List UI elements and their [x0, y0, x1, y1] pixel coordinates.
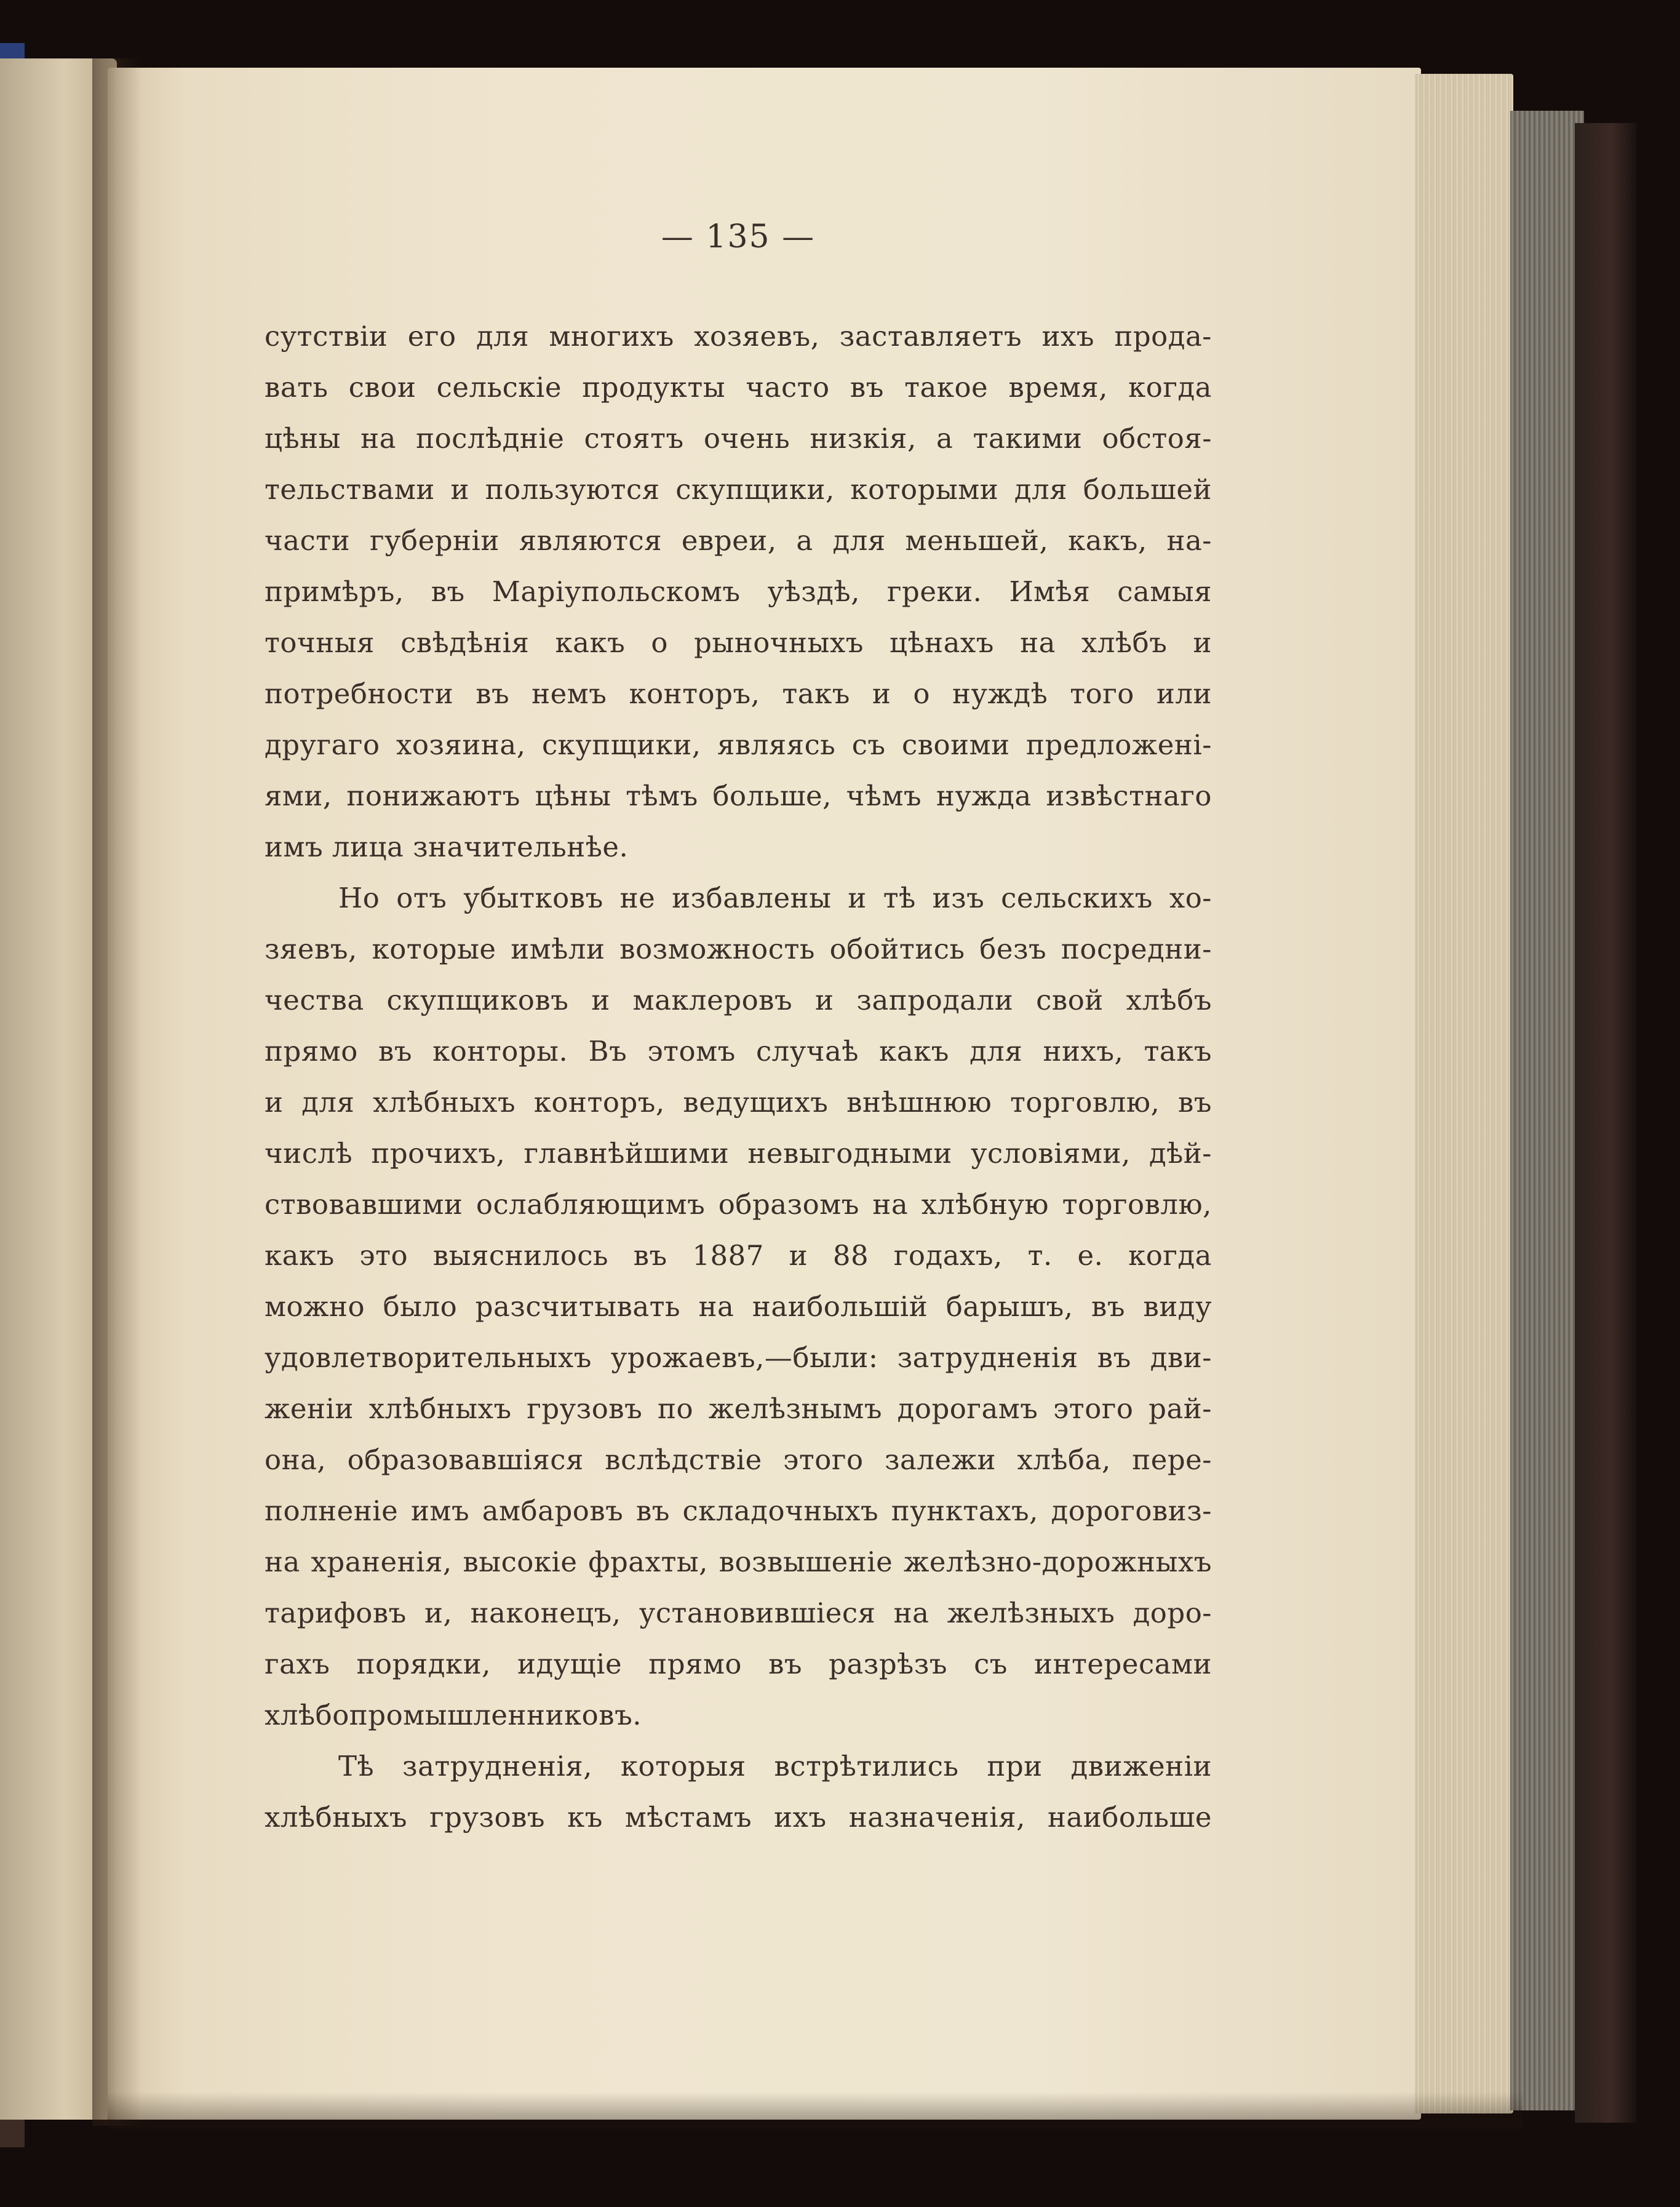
text-line: зяевъ, которые имѣли возможность обойтись безъ посредни-	[265, 933, 1212, 965]
text-line: потребности въ немъ конторъ, такъ и о нуждѣ того или	[265, 677, 1212, 710]
text-line: и для хлѣбныхъ конторъ, ведущихъ внѣшнюю торговлю, въ	[265, 1086, 1212, 1119]
text-line: полненіе имъ амбаровъ въ складочныхъ пунктахъ, дороговиз-	[265, 1495, 1212, 1527]
text-line: сутствіи его для многихъ хозяевъ, заставляетъ ихъ прода-	[265, 320, 1212, 353]
text-line: удовлетворительныхъ урожаевъ,—были: затрудненія въ дви-	[265, 1341, 1212, 1374]
page-number: — 135 —	[661, 218, 816, 255]
page-stack-edge	[1415, 74, 1513, 2113]
back-book-cover	[1575, 123, 1636, 2123]
text-line: чества скупщиковъ и маклеровъ и запродали свой хлѣбъ	[265, 984, 1212, 1016]
text-line: точныя свѣдѣнія какъ о рыночныхъ цѣнахъ на хлѣбъ и	[265, 626, 1212, 659]
text-line: можно было разсчитывать на наибольшій барышъ, въ виду	[265, 1290, 1212, 1323]
text-line: имъ лица значительнѣе.	[265, 831, 629, 863]
text-line: хлѣбныхъ грузовъ къ мѣстамъ ихъ назначенія, наибольше	[265, 1801, 1212, 1834]
text-line: хлѣбопромышленниковъ.	[265, 1699, 642, 1731]
paragraph-first-line: Но отъ убытковъ не избавлены и тѣ изъ сельскихъ хо-	[338, 882, 1212, 914]
text-line: гахъ порядки, идущіе прямо въ разрѣзъ съ интересами	[265, 1648, 1212, 1680]
page-gutter-shadow	[92, 58, 141, 2126]
text-line: другаго хозяина, скупщики, являясь съ своими предложені-	[265, 728, 1212, 761]
text-line: ями, понижаютъ цѣны тѣмъ больше, чѣмъ нужда извѣстнаго	[265, 780, 1212, 812]
text-line: ствовавшими ослабляющимъ образомъ на хлѣбную торговлю,	[265, 1188, 1212, 1221]
text-line: тельствами и пользуются скупщики, которыми для большей	[265, 473, 1212, 506]
text-line: на храненія, высокіе фрахты, возвышеніе желѣзно-дорожныхъ	[265, 1546, 1212, 1578]
text-line: прямо въ конторы. Въ этомъ случаѣ какъ для нихъ, такъ	[265, 1035, 1212, 1068]
text-line: тарифовъ и, наконецъ, установившіеся на желѣзныхъ доро-	[265, 1597, 1212, 1629]
text-line: женіи хлѣбныхъ грузовъ по желѣзнымъ дорогамъ этого рай-	[265, 1392, 1212, 1425]
text-line: части губерніи являются евреи, а для меньшей, какъ, на-	[265, 524, 1212, 557]
text-line: примѣръ, въ Маріупольскомъ уѣздѣ, греки. Имѣя самыя	[265, 575, 1212, 608]
text-line: вать свои сельскіе продукты часто въ такое время, когда	[265, 371, 1212, 404]
text-line: какъ это выяснилось въ 1887 и 88 годахъ, т. е. когда	[265, 1239, 1212, 1272]
page-block-edge	[1510, 111, 1584, 2110]
text-line: она, образовавшіяся вслѣдствіе этого залежи хлѣба, пере-	[265, 1443, 1212, 1476]
text-line: цѣны на послѣдніе стоятъ очень низкія, а такими обстоя-	[265, 422, 1212, 455]
bottom-shadow	[108, 2092, 1523, 2129]
paragraph-first-line: Тѣ затрудненія, которыя встрѣтились при движеніи	[338, 1750, 1212, 1782]
text-line: числѣ прочихъ, главнѣйшими невыгодными условіями, дѣй-	[265, 1137, 1212, 1170]
